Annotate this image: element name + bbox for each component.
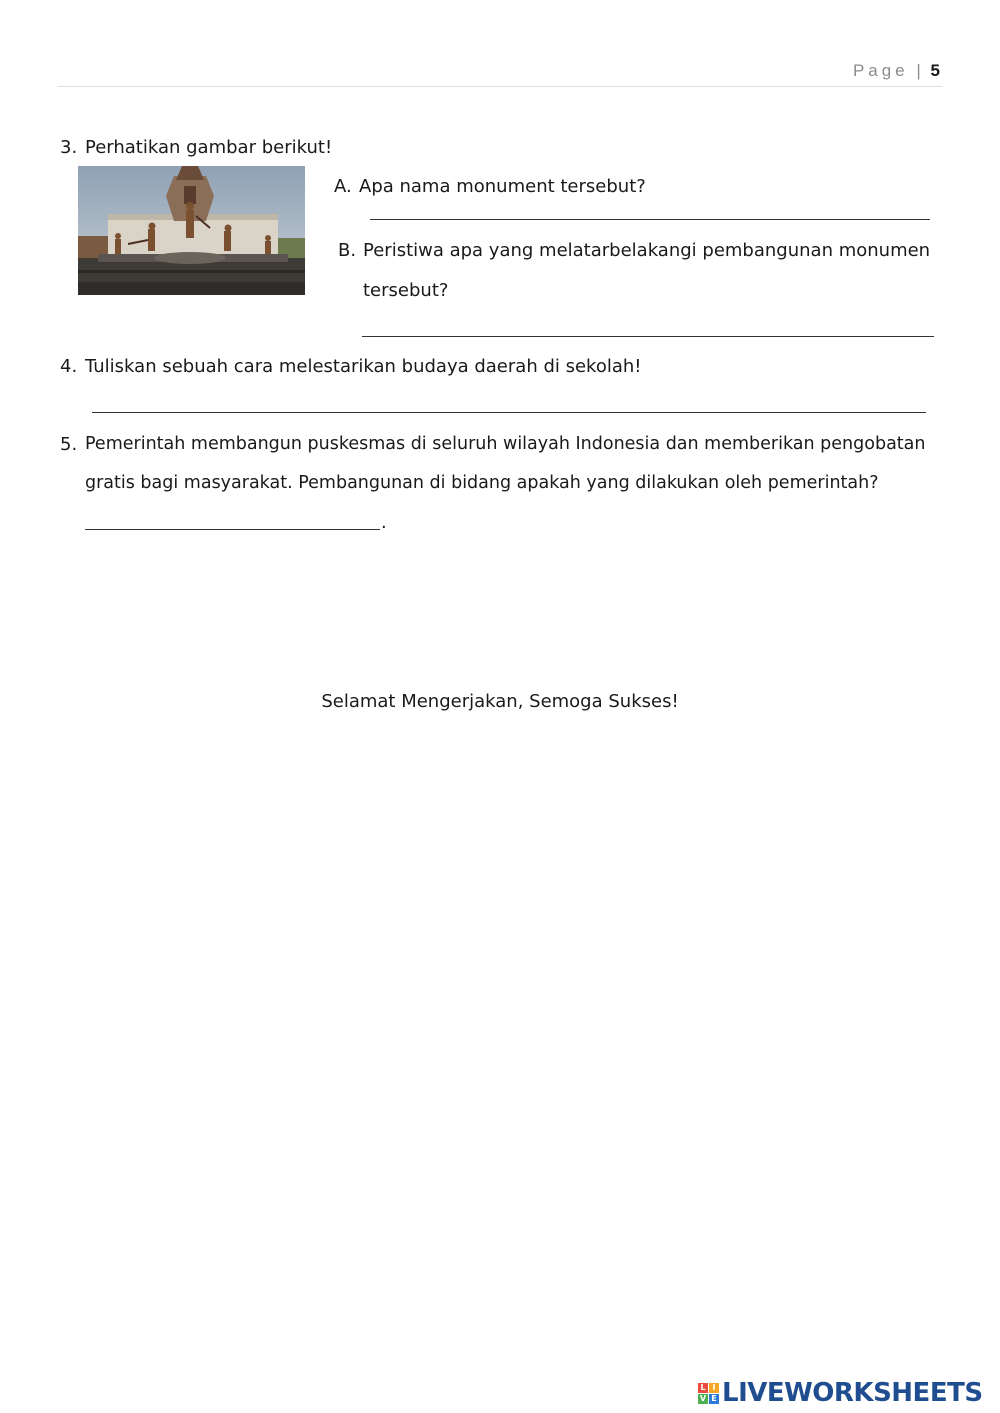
monument-illustration xyxy=(78,166,305,295)
question-3a-letter: A. xyxy=(334,176,352,197)
logo-letter-e: E xyxy=(709,1394,719,1404)
page-header xyxy=(853,60,940,81)
monument-image xyxy=(78,166,305,295)
logo-letter-i: I xyxy=(709,1383,719,1393)
logo-letter-l: L xyxy=(698,1383,708,1393)
page-separator: | xyxy=(916,61,921,80)
question-5-number: 5. xyxy=(60,434,78,455)
question-3a-text: Apa nama monument tersebut? xyxy=(359,176,646,197)
question-3b-text-line2: tersebut? xyxy=(363,280,449,301)
liveworksheets-logo[interactable] xyxy=(698,1378,983,1408)
question-3-text: Perhatikan gambar berikut! xyxy=(85,137,333,158)
question-5-text-line2: gratis bagi masyarakat. Pembangunan di bidang apakah yang dilakukan oleh pemerintah? xyxy=(85,473,879,493)
logo-mark xyxy=(698,1383,719,1404)
page-number: 5 xyxy=(930,61,940,80)
answer-line-4[interactable] xyxy=(92,412,926,413)
question-4-number: 4. xyxy=(60,356,78,377)
question-3-number: 3. xyxy=(60,137,78,158)
question-3b-letter: B. xyxy=(338,240,357,261)
answer-line-5[interactable] xyxy=(85,529,380,530)
question-3b-text-line1: Peristiwa apa yang melatarbelakangi pembangunan monumen xyxy=(363,240,931,261)
logo-letter-v: V xyxy=(699,1393,707,1403)
question-5-text-line1: Pemerintah membangun puskesmas di seluruh wilayah Indonesia dan memberikan pengobatan xyxy=(85,434,926,454)
answer-line-3b[interactable] xyxy=(362,336,934,337)
header-divider xyxy=(58,86,942,87)
logo-text: LIVEWORKSHEETS xyxy=(722,1378,983,1408)
answer-line-3a[interactable] xyxy=(370,219,930,220)
question-4-text: Tuliskan sebuah cara melestarikan budaya daerah di sekolah! xyxy=(85,356,642,377)
closing-message: Selamat Mengerjakan, Semoga Sukses! xyxy=(321,691,679,712)
answer-line-5-period: . xyxy=(381,512,387,533)
page-label: Page xyxy=(852,61,909,80)
